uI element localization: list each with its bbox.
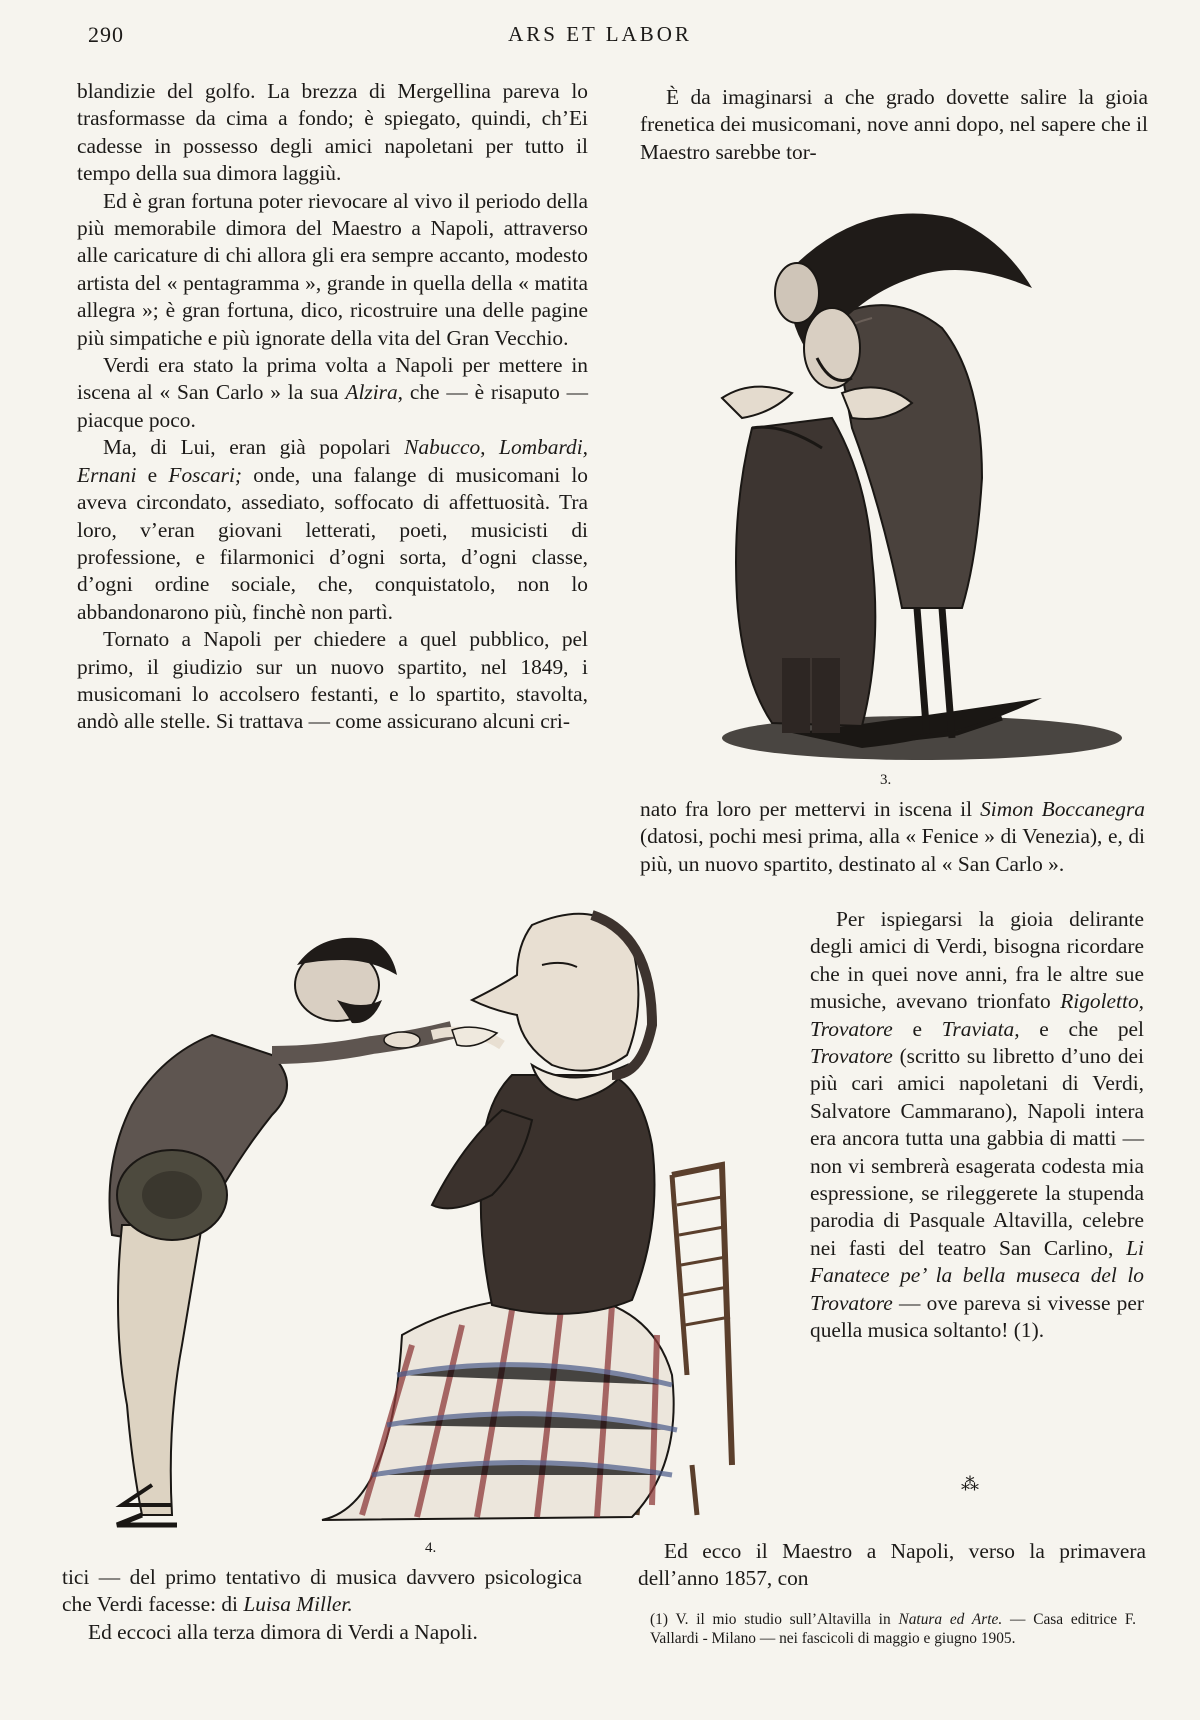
right-column-bottom bbox=[638, 1538, 1146, 1593]
page-number: 290 bbox=[88, 22, 124, 47]
opera-title: Trovatore bbox=[810, 1044, 893, 1069]
text-run: Ma, di Lui, eran già popolari bbox=[103, 435, 391, 460]
left-column bbox=[77, 78, 588, 736]
text-run: — ove pareva si vivesse per quella musica soltanto! (1). bbox=[810, 1290, 1144, 1343]
text-run: — Casa editrice F. Vallardi - Milano — nei fascicoli di maggio e giugno 1905. bbox=[650, 1611, 1137, 1647]
paragraph bbox=[640, 796, 1145, 878]
text-run: nato fra loro per mettervi in iscena il bbox=[640, 797, 973, 821]
opera-title: Simon Boccanegra bbox=[980, 797, 1145, 821]
paragraph: Ed eccoci alla terza dimora di Verdi a Napoli. bbox=[88, 1619, 478, 1644]
text-run: tici — del primo tentativo di musica davvero psicologica che Verdi facesse: di bbox=[62, 1565, 582, 1617]
paragraph: Ed ecco il Maestro a Napoli, verso la primavera dell’anno 1857, con bbox=[638, 1539, 1146, 1591]
caricature-embrace bbox=[712, 178, 1132, 763]
paragraph bbox=[62, 1564, 582, 1619]
left-column-bottom bbox=[62, 1564, 582, 1646]
figure-caption-3: 3. bbox=[880, 772, 892, 788]
opera-title: Foscari; bbox=[168, 462, 243, 487]
running-title: ARS ET LABOR bbox=[508, 22, 692, 46]
opera-title: Alzira, bbox=[345, 380, 404, 405]
footnote bbox=[650, 1610, 1136, 1648]
text-run: e bbox=[912, 1016, 922, 1041]
text-run: Verdi era stato la prima volta a Napoli per mettere in iscena al « San Carlo » la sua bbox=[77, 353, 588, 405]
paragraph: È da imaginarsi a che grado dovette salire la gioia frenetica dei musicomani, nove anni dopo, nel sapere che il Maestro sarebbe tor- bbox=[640, 85, 1148, 164]
text-run: e che pel bbox=[1039, 1016, 1144, 1041]
right-column-top bbox=[640, 84, 1148, 166]
paragraph bbox=[810, 906, 1144, 1345]
opera-titles: Nabucco, Lombardi, Ernani bbox=[77, 435, 588, 487]
paragraph bbox=[77, 352, 588, 434]
text-run: onde, una falange di musicomani lo aveva circondato, assediato, soffocato di affettuosità. Tra loro, v’eran giovani letterati, poeti, musicisti di professione, e filarmonici d’ogni sorta, d’ogni classe, d’ogni ordine sociale, che, conquistatolo, non lo abbandonarono più, finchè non partì. bbox=[77, 462, 588, 624]
opera-title: Luisa Miller. bbox=[243, 1592, 353, 1617]
section-asterism: ⁂ bbox=[961, 1474, 979, 1494]
opera-titles: Rigoletto, Trovatore bbox=[810, 989, 1144, 1041]
text-run: (datosi, pochi mesi prima, alla « Fenice » di Venezia), e, di più, un nuovo spartito, destinato al « San Carlo ». bbox=[640, 824, 1145, 876]
paragraph: blandizie del golfo. La brezza di Mergellina pareva lo trasformasse da cima a fondo; è spiegato, quindi, ch’Ei cadesse in possesso degli amici napoletani per tutto il tempo della sua dimora laggiù. bbox=[77, 79, 588, 186]
paragraph bbox=[77, 434, 588, 626]
paragraph: Tornato a Napoli per chiedere a quel pubblico, pel primo, il giudizio sur un nuovo spartito, nel 1849, i musicomani lo accolsero festanti, e lo spartito, stavolta, andò alle stelle. Si trattava — come assicurano alcuni cri- bbox=[77, 627, 588, 734]
figure-caption-4: 4. bbox=[425, 1540, 437, 1556]
text-run: Per ispiegarsi la gioia delirante degli amici di Verdi, bisogna ricordare che in quei nove anni, fra le altre sue musiche, avevano trionfato bbox=[810, 907, 1144, 1014]
right-column-narrow bbox=[810, 906, 1144, 1345]
caricature-hand-kiss bbox=[72, 905, 802, 1535]
right-column-middle bbox=[640, 796, 1145, 878]
text-run: che — è risaputo — piacque poco. bbox=[77, 380, 588, 432]
paragraph: Ed è gran fortuna poter rievocare al vivo il periodo della più memorabile dimora del Maestro a Napoli, attraverso alle caricature di chi allora gli era sempre accanto, modesto artista del « pentagramma », grande in quella della « matita allegra »; è gran fortuna, dico, ricostruire una delle pagine più simpatiche e più ignorate della vita del Gran Vecchio. bbox=[77, 188, 588, 350]
text-run: (1) V. il mio studio sull’Altavilla in bbox=[650, 1611, 891, 1628]
text-run: (scritto su libretto d’uno dei più cari amici napoletani di Verdi, Salvatore Cammarano), Napoli intera era ancora tutta una gabbia di matti — non vi sembrerà esagerata codesta mia espressione, se rileggerete la stupenda parodia di Pasquale Altavilla, celebre nei fasti del teatro San Carlino, bbox=[810, 1044, 1144, 1260]
parody-title: Li Fanatece pe’ la bella museca del lo Trovatore bbox=[810, 1235, 1144, 1315]
journal-title: Natura ed Arte. bbox=[898, 1611, 1003, 1628]
opera-title: Traviata, bbox=[941, 1016, 1020, 1041]
text-run: e bbox=[147, 462, 158, 487]
